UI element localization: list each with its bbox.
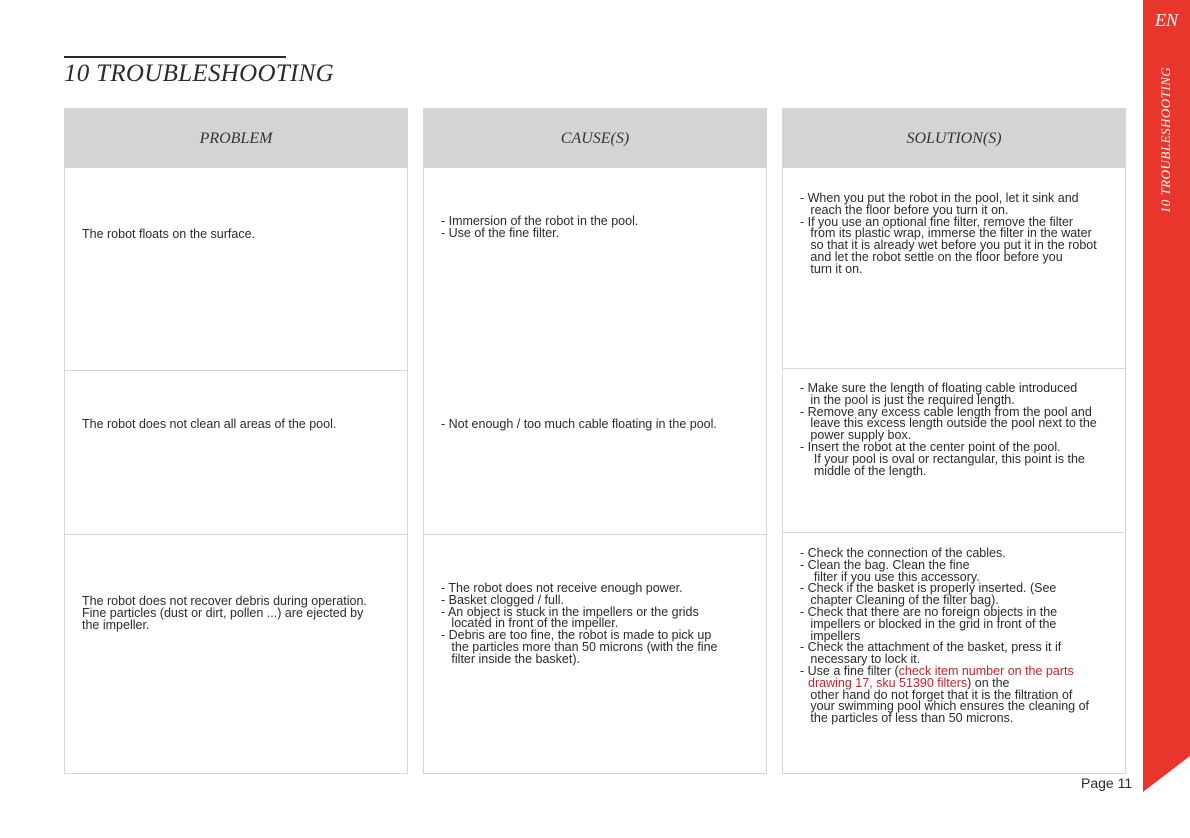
solution-row-2 xyxy=(783,383,1125,477)
cause-row-1-line: - Use of the fine filter. xyxy=(441,225,560,240)
cause-row-3-line: - Basket clogged / full. xyxy=(441,592,564,607)
solution-row-3-line: filter if you use this accessory. xyxy=(800,569,980,584)
cause-row-1 xyxy=(424,216,766,240)
parts-drawing-link[interactable]: drawing 17, sku 51390 filters xyxy=(808,675,968,690)
chapter-side-label: 10 TROUBLESHOOTING xyxy=(1158,66,1173,214)
solution-row-3-text: - Use a fine filter ( xyxy=(800,663,899,678)
solution-row-1-line: so that it is already wet before you put it in the robot xyxy=(800,238,1097,253)
title-rule xyxy=(64,56,286,58)
solution-row-3-text: ) on the xyxy=(967,675,1010,690)
solution-row-3-line: your swimming pool which ensures the cleaning of xyxy=(800,699,1090,714)
solution-row-1-line: turn it on. xyxy=(800,261,863,276)
solution-row-1-line: reach the floor before you turn it on. xyxy=(800,202,1009,217)
problem-row-3-line: Fine particles (dust or dirt, pollen ...) are ejected by xyxy=(82,605,364,620)
problem-row-1 xyxy=(65,229,407,241)
problem-row-2 xyxy=(65,419,407,431)
cause-row-3-line: the particles more than 50 microns (with the fine xyxy=(441,639,718,654)
solution-row-3-line: the particles of less than 50 microns. xyxy=(800,711,1014,726)
solution-column xyxy=(782,108,1126,774)
solution-row-2-line: leave this excess length outside the pool next to the xyxy=(800,416,1097,431)
solution-row-3-line: chapter Cleaning of the filter bag). xyxy=(800,593,999,608)
problem-column xyxy=(64,108,408,774)
solution-row-3-line: impellers or blocked in the grid in front of the xyxy=(800,616,1057,631)
solution-row-1-line: - If you use an optional fine filter, remove the filter xyxy=(800,214,1074,229)
cause-row-3-line: located in front of the impeller. xyxy=(441,616,619,631)
solution-row-1-line: and let the robot settle on the floor before you xyxy=(800,249,1063,264)
solution-header: SOLUTION(S) xyxy=(783,109,1125,168)
solution-row-1-line: from its plastic wrap, immerse the filter in the water xyxy=(800,226,1092,241)
solution-row-3-line: impellers xyxy=(800,628,861,643)
cause-row-3-line: - Debris are too fine, the robot is made to pick up xyxy=(441,628,712,643)
solution-row-2-line: - Remove any excess cable length from the pool and xyxy=(800,404,1092,419)
solution-row-3-line: necessary to lock it. xyxy=(800,652,921,667)
solution-row-3-line: - Check the attachment of the basket, press it if xyxy=(800,640,1062,655)
row-divider xyxy=(783,532,1125,533)
cause-row-1-line: - Immersion of the robot in the pool. xyxy=(441,214,639,228)
row-divider xyxy=(65,370,407,371)
solution-row-2-line: If your pool is oval or rectangular, this point is the xyxy=(800,451,1085,466)
parts-drawing-link[interactable]: check item number on the parts xyxy=(898,663,1074,678)
row-divider xyxy=(783,368,1125,369)
solution-row-1-line: - When you put the robot in the pool, let it sink and xyxy=(800,191,1079,205)
solution-row-2-line: in the pool is just the required length. xyxy=(800,392,1015,407)
solution-row-3-line: - Clean the bag. Clean the fine xyxy=(800,557,970,572)
solution-row-2-line: - Make sure the length of floating cable introduced xyxy=(800,381,1078,395)
solution-row-1 xyxy=(783,193,1125,276)
solution-row-2-line: middle of the length. xyxy=(800,463,927,478)
row-divider xyxy=(424,534,766,535)
cause-row-3-line: filter inside the basket). xyxy=(441,651,580,666)
problem-row-3-line: The robot does not recover debris during operation. xyxy=(82,594,367,608)
page-title: 10 TROUBLESHOOTING xyxy=(64,60,334,87)
cause-column xyxy=(423,108,767,774)
row-divider xyxy=(65,534,407,535)
problem-row-1-line: The robot floats on the surface. xyxy=(82,227,256,241)
cause-row-2 xyxy=(424,419,766,431)
cause-row-3 xyxy=(424,583,766,666)
problem-row-3 xyxy=(65,596,407,631)
problem-row-2-line: The robot does not clean all areas of the pool. xyxy=(82,417,337,431)
solution-row-3-line: - Check the connection of the cables. xyxy=(800,546,1006,560)
problem-row-3-line: the impeller. xyxy=(82,617,150,632)
solution-row-3 xyxy=(783,548,1125,725)
cause-row-3-line: - The robot does not receive enough power. xyxy=(441,581,683,595)
cause-header: CAUSE(S) xyxy=(424,109,766,168)
solution-row-3-line: - Check if the basket is properly inserted. (See xyxy=(800,581,1057,596)
solution-row-2-line: power supply box. xyxy=(800,428,912,443)
solution-row-2-line: - Insert the robot at the center point of the pool. xyxy=(800,439,1061,454)
problem-header: PROBLEM xyxy=(65,109,407,168)
solution-row-3-line: - Check that there are no foreign objects in the xyxy=(800,604,1058,619)
language-label: EN xyxy=(1154,10,1178,30)
solution-row-3-line: other hand do not forget that it is the filtration of xyxy=(800,687,1073,702)
cause-row-2-line: - Not enough / too much cable floating in the pool. xyxy=(441,417,717,431)
page-number: Page 11 xyxy=(1081,775,1133,791)
cause-row-3-line: - An object is stuck in the impellers or the grids xyxy=(441,604,699,619)
